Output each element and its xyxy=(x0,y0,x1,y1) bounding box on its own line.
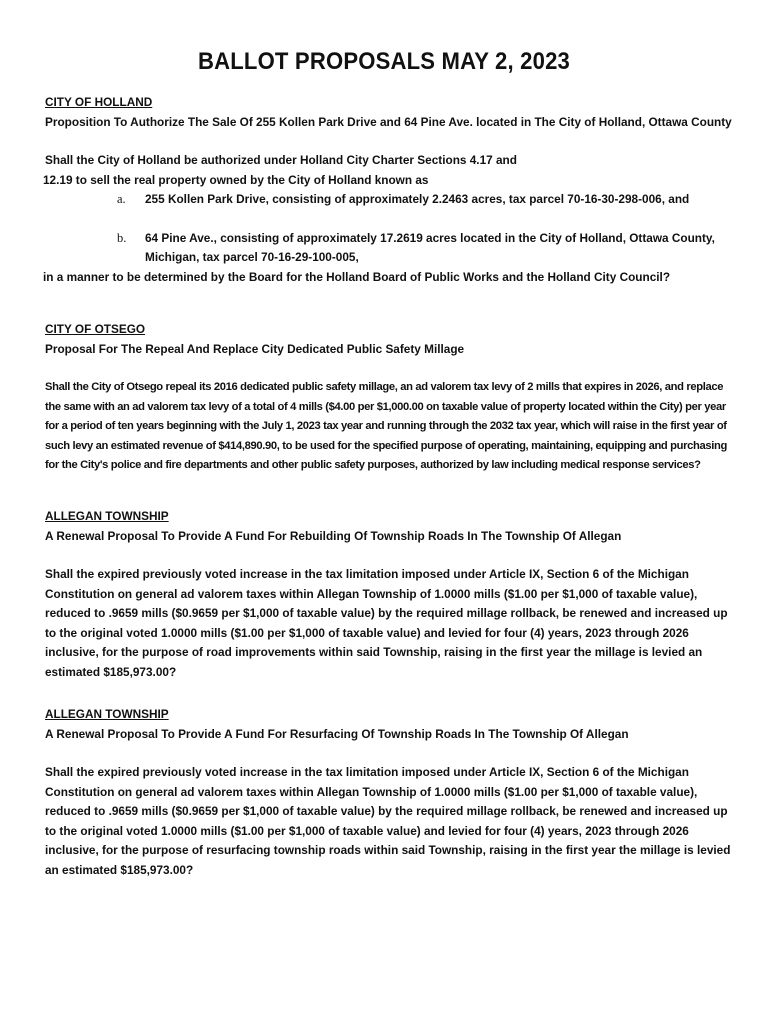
proposal-body: Shall the City of Otsego repeal its 2016 dedicated public safety millage, an ad valorem tax levy of 2 mills that expires in 2026, and replace the same with an ad valorem tax levy of a total of 4 mills ($4.00 per $1,000.00 on taxable value of property located within the City) per year for a period of ten years beginning with the July 1, 2023 tax year and running through the 2032 tax year, which will raise in the first year of such levy an estimated revenue of $414,890.90, to be used for the specified purpose of operating, maintaining, equipping and purchasing for the City's police and fire departments and other public safety purposes, authorized by law including medical response services? xyxy=(45,381,727,472)
page-title: BALLOT PROPOSALS MAY 2, 2023 xyxy=(197,48,571,75)
section-subtitle: A Renewal Proposal To Provide A Fund For Resurfacing Of Township Roads In The Township Of Allegan xyxy=(45,726,629,741)
proposal-intro-line-2: 12.19 to sell the real property owned by the City of Holland known as xyxy=(43,172,429,187)
proposal-closing: in a manner to be determined by the Board for the Holland Board of Public Works and the Holland City Council? xyxy=(43,269,671,284)
section-city-of-otsego xyxy=(45,320,735,476)
section-subtitle: Proposal For The Repeal And Replace City Dedicated Public Safety Millage xyxy=(45,341,465,356)
section-city-of-holland xyxy=(45,93,735,287)
section-subtitle: Proposition To Authorize The Sale Of 255 Kollen Park Drive and 64 Pine Ave. located in The City of Holland, Ottawa County xyxy=(45,114,732,129)
list-marker: b. xyxy=(117,230,127,245)
section-heading: ALLEGAN TOWNSHIP xyxy=(45,707,169,721)
section-allegan-township-rebuilding xyxy=(45,507,735,682)
list-item xyxy=(45,229,735,268)
proposal-intro-line-1: Shall the City of Holland be authorized under Holland City Charter Sections 4.17 and xyxy=(45,153,517,167)
section-subtitle: A Renewal Proposal To Provide A Fund For Rebuilding Of Township Roads In The Township Of Allegan xyxy=(45,528,622,543)
list-marker: a. xyxy=(117,192,126,206)
proposal-body: Shall the expired previously voted increase in the tax limitation imposed under Article IX, Section 6 of the Michigan Constitution on general ad valorem taxes within Allegan Township of 1.0000 mills ($1.00 per $1,000 of taxable value), reduced to .9659 mills ($0.9659 per $1,000 of taxable value) by the required millage rollback, be renewed and increased up to the original voted 1.0000 mills ($1.00 per $1,000 of taxable value) and levied for four (4) years, 2023 through 2026 inclusive, for the purpose of resurfacing township roads within said Township, raising in the first year the millage is levied an estimated $185,973.00? xyxy=(45,765,731,877)
list-item-text: 64 Pine Ave., consisting of approximately 17.2619 acres located in the City of Holland, Ottawa County, Michigan, tax parcel 70-16-29-100-005, xyxy=(145,230,715,264)
section-heading: CITY OF HOLLAND xyxy=(45,95,153,109)
list-item xyxy=(45,190,735,210)
section-heading: ALLEGAN TOWNSHIP xyxy=(45,509,169,523)
section-heading: CITY OF OTSEGO xyxy=(45,322,146,336)
list-item-text: 255 Kollen Park Drive, consisting of approximately 2.2463 acres, tax parcel 70-16-30-298-006, and xyxy=(145,192,690,206)
proposal-body: Shall the expired previously voted increase in the tax limitation imposed under Article IX, Section 6 of the Michigan Constitution on general ad valorem taxes within Allegan Township of 1.0000 mills ($1.00 per $1,000 of taxable value), reduced to .9659 mills ($0.9659 per $1,000 of taxable value) by the required millage rollback, be renewed and increased up to the original voted 1.0000 mills ($1.00 per $1,000 of taxable value) and levied for four (4) years, 2023 through 2026 inclusive, for the purpose of road improvements within said Township, raising in the first year the millage is levied an estimated $185,973.00? xyxy=(45,567,728,679)
section-allegan-township-resurfacing xyxy=(45,705,735,880)
